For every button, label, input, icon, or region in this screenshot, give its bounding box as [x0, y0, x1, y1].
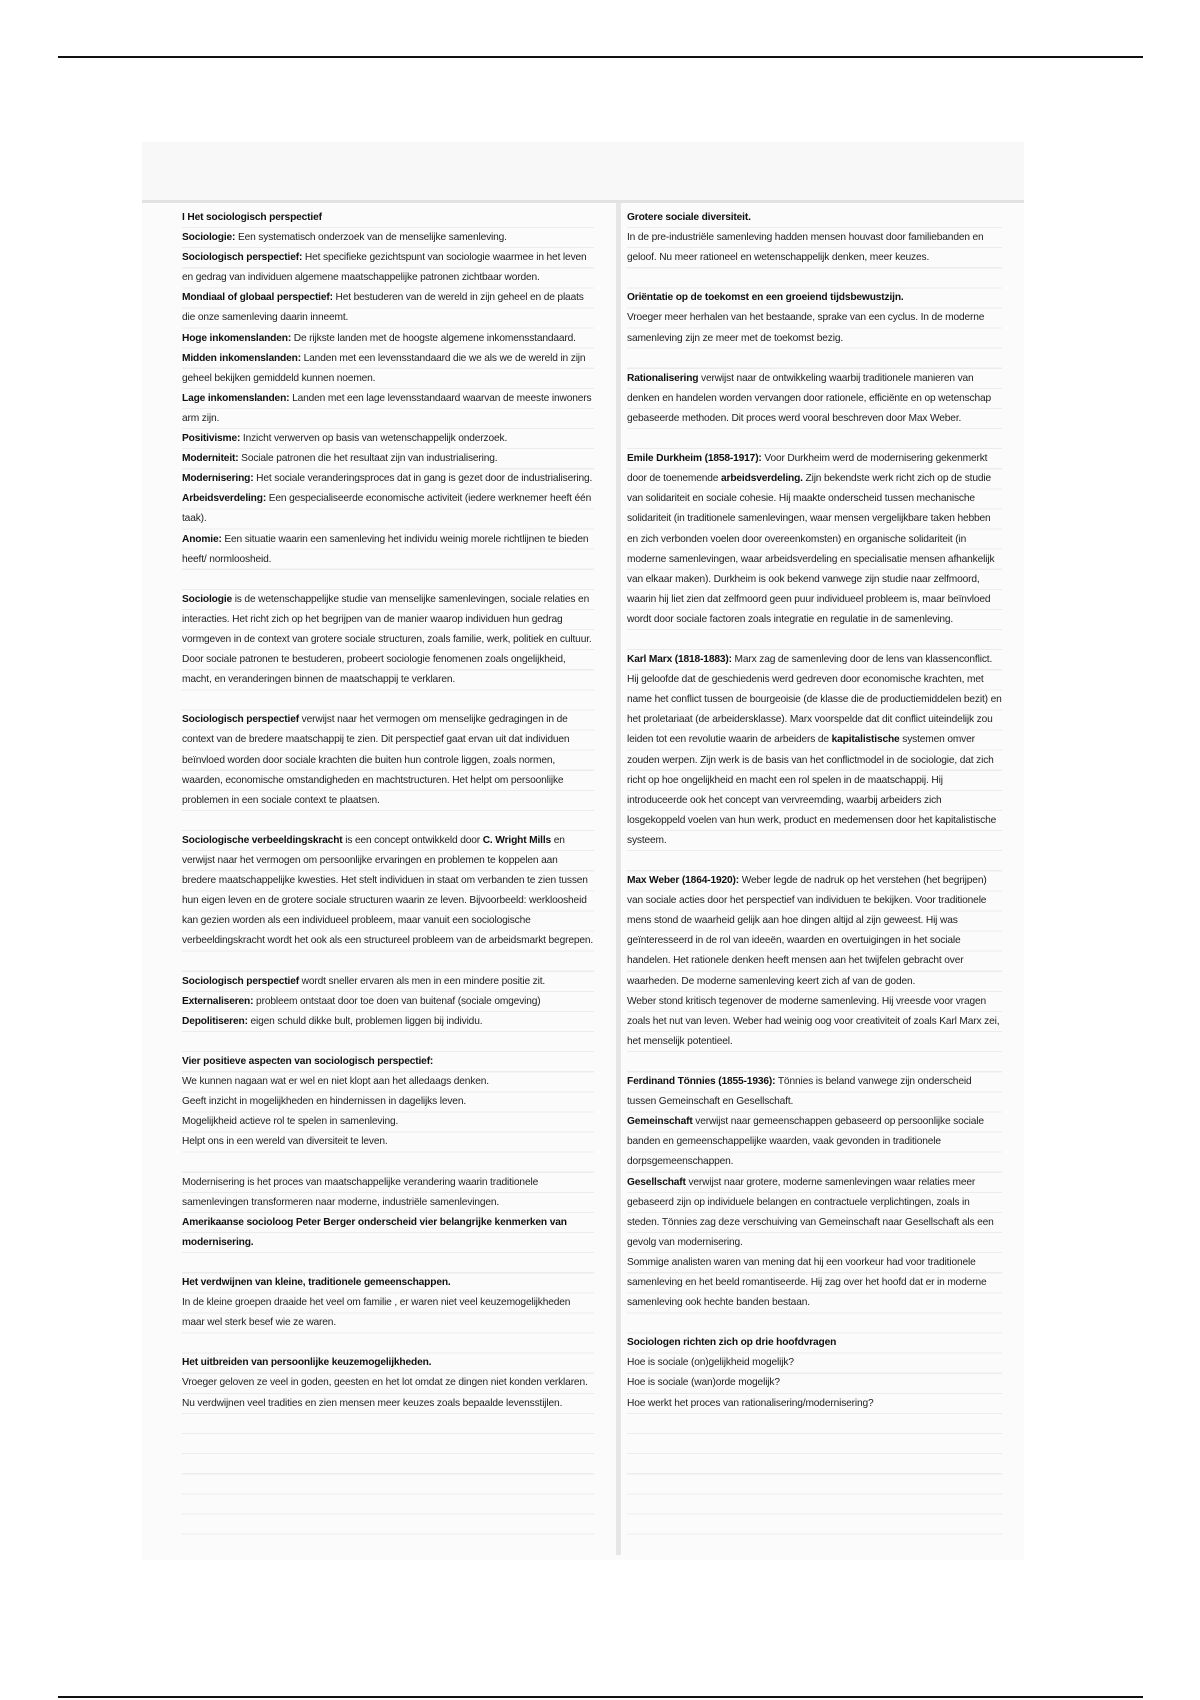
definition-gemeinschaft: Gemeinschaft verwijst naar gemeenschappen gebaseerd op persoonlijke sociale banden en gemeenschappelijke waarden, vaak gevonden in traditionele dorpsgemeenschappen. — [627, 1116, 984, 1168]
definition-externaliseren: Externaliseren: probleem ontstaat door toe doen van buitenaf (sociale omgeving) — [182, 995, 541, 1007]
page-top-rule — [58, 56, 1143, 58]
paragraph-modernisering: Modernisering is het proces van maatschappelijke verandering waarin traditionele samenlevingen transformeren naar moderne, industriële samenlevingen. — [182, 1176, 539, 1208]
kenmerk-1-text: In de kleine groepen draaide het veel om familie , er waren niet veel keuzemogelijkheden maar wel sterk besef wie ze waren. — [182, 1297, 571, 1329]
paragraph-verbeeldingskracht: Sociologische verbeeldingskracht is een concept ontwikkeld door C. Wright Mills en verwijst naar het vermogen om persoonlijke ervaringen en problemen te koppelen aan bredere maatschappelijke kwesties. Het stelt individuen in staat om verbanden te zien tussen hun eigen leven en de grotere sociale structuren waarin ze leven. Bijvoorbeeld: werkloosheid kan gezien worden als een individueel probleem, maar vanuit een sociologische verbeeldingskracht wordt het ook als een structureel probleem van de arbeidsmarkt begrepen. — [182, 834, 594, 947]
paragraph-weber: Max Weber (1864-1920): Weber legde de nadruk op het verstehen (het begrijpen) van sociale acties door het perspectief van individuen te bekijken. Voor traditionele mens stond de waarheid gelijk aan hoe dingen altijd al zijn geweest. Hij was geïnteresseerd in de rol van ideeën, waarden en overtuigingen in het sociale handelen. Het rationele denken heeft mensen aan het twijfelen gebracht over waarheden. De moderne samenleving keert zich af van de goden. — [627, 875, 987, 987]
kenmerk-4-heading: Oriëntatie op de toekomst en een groeiend tijdsbewustzijn. — [627, 292, 904, 304]
hoofdvraag-item: Hoe is sociale (wan)orde mogelijk? — [627, 1377, 780, 1389]
paragraph-weber-kritiek: Weber stond kritisch tegenover de moderne samenleving. Hij vreesde voor vragen zoals het nut van leven. Weber had weinig oog voor creativiteit of zoals Karl Marx zei, het menselijk potentieel. — [627, 995, 1000, 1047]
kenmerk-2-text: Vroeger geloven ze veel in goden, geesten en het lot omdat ze dingen niet konden verklaren. Nu verdwijnen veel tradities en zien mensen meer keuzes zoals bepaalde levensstijlen. — [182, 1377, 588, 1409]
paragraph-mindere-positie: Sociologisch perspectief wordt sneller ervaren als men in een mindere positie zit. — [182, 975, 546, 987]
definition-positivisme: Positivisme: Inzicht verwerven op basis van wetenschappelijk onderzoek. — [182, 433, 508, 445]
paragraph-sociologisch-perspectief: Sociologisch perspectief verwijst naar het vermogen om menselijke gedragingen in de context van de bredere maatschappij te zien. Dit perspectief gaat ervan uit dat individuen beïnvloed worden door sociale krachten die buiten hun controle liggen, zoals normen, waarden, economische omstandigheden en machtstructuren. Het helpt om persoonlijke problemen in een sociale context te plaatsen. — [182, 714, 570, 806]
hoofdvraag-item: Hoe werkt het proces van rationalisering/modernisering? — [627, 1397, 874, 1409]
definition-anomie: Anomie: Een situatie waarin een samenleving het individu weinig morele richtlijnen te bieden heeft/ normloosheid. — [182, 533, 589, 565]
definition-arbeidsverdeling: Arbeidsverdeling: Een gespecialiseerde economische activiteit (iedere werknemer heeft één taak). — [182, 493, 592, 525]
hoofdvragen-heading: Sociologen richten zich op drie hoofdvragen — [627, 1337, 837, 1349]
definition-depolitiseren: Depolitiseren: eigen schuld dikke bult, problemen liggen bij individu. — [182, 1015, 483, 1027]
definition-modernisering: Modernisering: Het sociale veranderingsproces dat in gang is gezet door de industrialisering. — [182, 473, 593, 485]
aspect-item: Geeft inzicht in mogelijkheden en hindernissen in dagelijks leven. — [182, 1096, 467, 1108]
kenmerk-4-text: Vroeger meer herhalen van het bestaande, sprake van een cyclus. In de moderne samenleving zijn ze meer met de toekomst bezig. — [627, 312, 985, 344]
aspect-item: We kunnen nagaan wat er wel en niet klopt aan het alledaags denken. — [182, 1076, 489, 1088]
kenmerk-1-heading: Het verdwijnen van kleine, traditionele gemeenschappen. — [182, 1276, 451, 1288]
paragraph-tonnies-kritiek: Sommige analisten waren van mening dat hij een voorkeur had voor traditionele samenleving en het beeld romantiseerde. Hij zag over het hoofd dat er in moderne samenleving ook hechte banden bestaan. — [627, 1256, 987, 1309]
definition-sociologisch-perspectief: Sociologisch perspectief: Het specifieke gezichtspunt van sociologie waarmee in het leven en gedrag van individuen algemene maatschappelijke patronen zichtbaar worden. — [182, 252, 587, 284]
right-column — [627, 208, 1002, 1553]
aspects-heading: Vier positieve aspecten van sociologisch perspectief: — [182, 1055, 434, 1067]
definition-sociologie: Sociologie: Een systematisch onderzoek van de menselijke samenleving. — [182, 232, 507, 244]
page-bottom-rule — [58, 1696, 1143, 1698]
paragraph-marx: Karl Marx (1818-1883): Marx zag de samenleving door de lens van klassenconflict. Hij geloofde dat de geschiedenis werd gedreven door economische krachten, met name het conflict tussen de bourgeoisie (de klasse die de productiemiddelen bezit) en het proletariaat (de arbeidersklasse). Marx voorspelde dat dit conflict uiteindelijk zou leiden tot een revolutie waarin de arbeiders de kapitalistische systemen omver zouden werpen. Zijn werk is de basis van het conflictmodel in de sociologie, dat zich richt op hoe ongelijkheid en macht een rol spelen in de maatschappij. Hij introduceerde ook het concept van vervreemding, waarbij arbeiders zich losgekoppeld voelen van hun werk, product en medemensen door het kapitalistische systeem. — [627, 654, 1002, 846]
definition-hoge-inkomenslanden: Hoge inkomenslanden: De rijkste landen met de hoogste algemene inkomensstandaard. — [182, 332, 576, 344]
definition-gesellschaft: Gesellschaft verwijst naar grotere, moderne samenlevingen waar relaties meer gebaseerd zijn op individuele belangen en contractuele verplichtingen, zoals in steden. Tönnies zag deze verschuiving van Gemeinschaft naar Gesellschaft als een gevolg van modernisering. — [627, 1176, 994, 1248]
definition-moderniteit: Moderniteit: Sociale patronen die het resultaat zijn van industrialisering. — [182, 453, 498, 465]
document-sheet — [142, 142, 1024, 1560]
left-column — [182, 208, 594, 1553]
berger-kenmerken: Amerikaanse socioloog Peter Berger onderscheid vier belangrijke kenmerken van modernisering. — [182, 1216, 567, 1248]
paragraph-tonnies: Ferdinand Tönnies (1855-1936): Tönnies is beland vanwege zijn onderscheid tussen Gemeinschaft en Gesellschaft. — [627, 1076, 972, 1108]
kenmerk-3-text: In de pre-industriële samenleving hadden mensen houvast door familiebanden en geloof. Nu meer rationeel en wetenschappelijk denken, meer keuzes. — [627, 232, 984, 264]
paragraph-durkheim: Emile Durkheim (1858-1917): Voor Durkheim werd de modernisering gekenmerkt door de toenemende arbeidsverdeling. Zijn bekendste werk richt zich op de studie van solidariteit en sociale cohesie. Hij maakte onderscheid tussen mechanische solidariteit (in traditionele samenlevingen, waar mensen vergelijkbare taken hebben en zich verbonden voelen door overeenkomsten) en organische solidariteit (in moderne samenlevingen, waar arbeidsverdeling en specialisatie mensen afhankelijk van elkaar maken). Durkheim is ook bekend vanwege zijn studie naar zelfmoord, waarin hij liet zien dat zelfmoord geen puur individueel probleem is, maar beïnvloed wordt door sociale factoren zoals integratie en regulatie in de samenleving. — [627, 453, 995, 625]
definition-lage-inkomenslanden: Lage inkomenslanden: Landen met een lage levensstandaard waarvan de meeste inwoners arm zijn. — [182, 392, 592, 424]
section-title: I Het sociologisch perspectief — [182, 212, 322, 223]
aspect-item: Helpt ons in een wereld van diversiteit te leven. — [182, 1136, 388, 1148]
sheet-header-line — [142, 200, 1024, 203]
hoofdvraag-item: Hoe is sociale (on)gelijkheid mogelijk? — [627, 1357, 794, 1369]
definition-midden-inkomenslanden: Midden inkomenslanden: Landen met een levensstandaard die we als we de wereld in zijn geheel bekijken gemiddeld kunnen noemen. — [182, 352, 586, 384]
paragraph-rationalisering: Rationalisering verwijst naar de ontwikkeling waarbij traditionele manieren van denken en handelen worden vervangen door rationele, efficiënte en op wetenschap gebaseerde methoden. Dit proces werd vooral beschreven door Max Weber. — [627, 372, 992, 424]
sheet-header — [142, 142, 1024, 200]
paragraph-sociologie: Sociologie is de wetenschappelijke studie van menselijke samenlevingen, sociale relaties en interacties. Het richt zich op het begrijpen van de manier waarop individuen hun gedrag vormgeven in de context van grotere sociale structuren, zoals familie, werk, politiek en cultuur. Door sociale patronen te bestuderen, probeert sociologie fenomenen zoals ongelijkheid, macht, en veranderingen binnen de maatschappij te verklaren. — [182, 593, 592, 686]
definition-mondiaal-perspectief: Mondiaal of globaal perspectief: Het bestuderen van de wereld in zijn geheel en de plaats die onze samenleving daarin inneemt. — [182, 292, 584, 324]
column-divider — [616, 203, 621, 1555]
kenmerk-2-heading: Het uitbreiden van persoonlijke keuzemogelijkheden. — [182, 1357, 432, 1369]
kenmerk-3-heading: Grotere sociale diversiteit. — [627, 212, 751, 223]
aspect-item: Mogelijkheid actieve rol te spelen in samenleving. — [182, 1116, 399, 1128]
